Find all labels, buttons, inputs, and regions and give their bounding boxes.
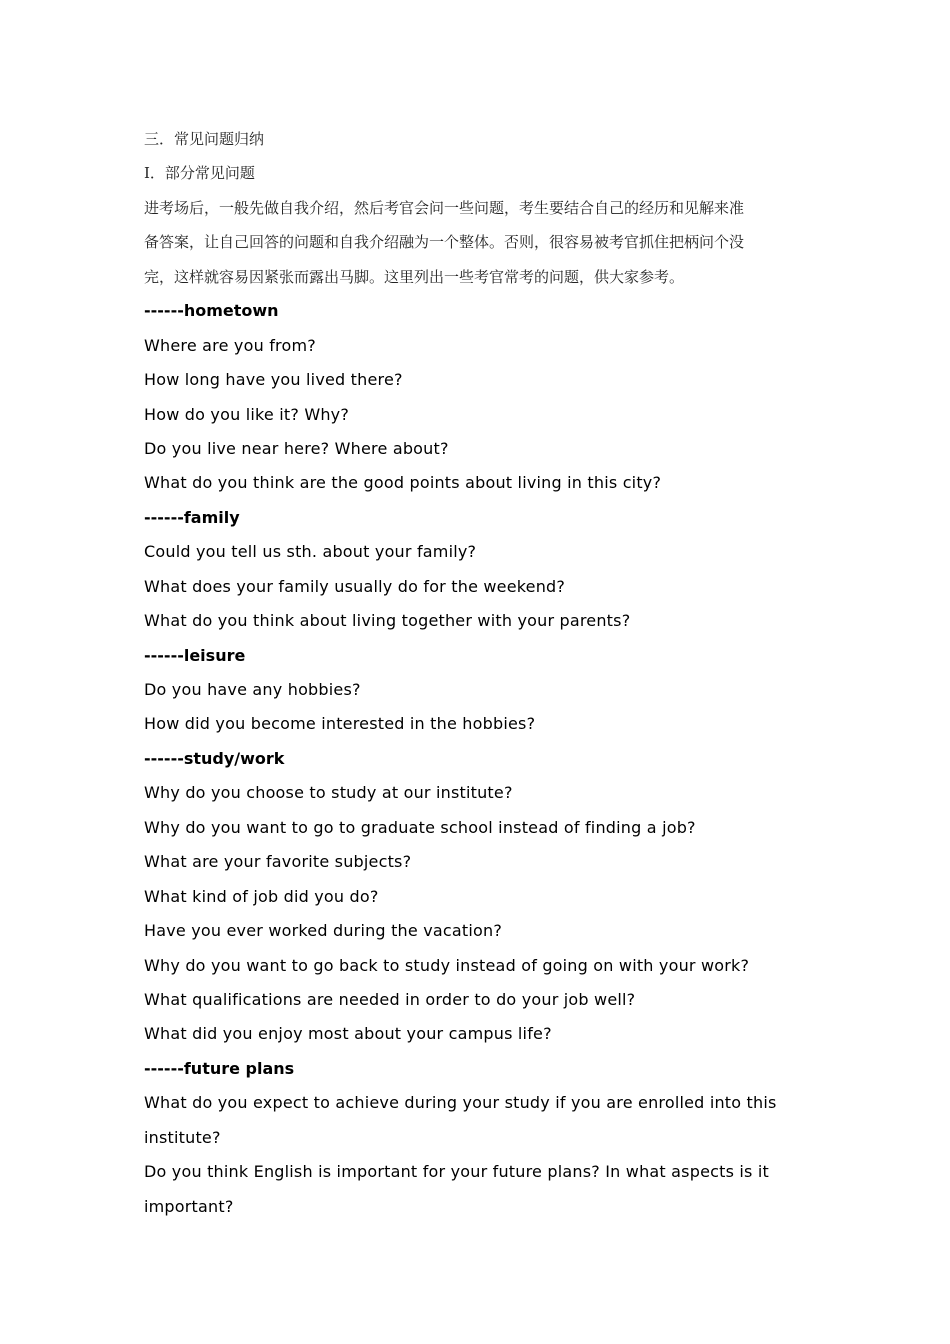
intro-line: 备答案，让自己回答的问题和自我介绍融为一个整体。否则，很容易被考官抓住把柄问个没 [144, 233, 745, 252]
intro-line: 完，这样就容易因紧张而露出马脚。这里列出一些考官常考的问题，供大家参考。 [144, 267, 685, 286]
group-heading-family: ------family [144, 507, 240, 527]
group-heading-hometown: ------hometown [144, 301, 279, 321]
question-item: Why do you choose to study at our institute? [144, 783, 513, 803]
question-item: What kind of job did you do? [144, 886, 379, 906]
section-title: 三．常见问题归纳 [144, 130, 265, 148]
subsection-title: Ⅰ．部分常见问题 [144, 164, 255, 183]
question-item: important? [144, 1196, 234, 1216]
question-item: Do you think English is important for your future plans? In what aspects is it [144, 1162, 769, 1182]
question-item: Where are you from? [144, 335, 316, 355]
group-heading-future-plans: ------future plans [144, 1058, 295, 1078]
question-item: Why do you want to go back to study instead of going on with your work? [144, 955, 750, 975]
question-item: institute? [144, 1127, 221, 1147]
question-item: Do you live near here? Where about? [144, 438, 449, 458]
question-item: Could you tell us sth. about your family? [144, 542, 477, 562]
document-page [144, 122, 814, 1224]
question-item: Do you have any hobbies? [144, 680, 361, 699]
question-item: What do you expect to achieve during your study if you are enrolled into this [144, 1093, 777, 1113]
question-item: Have you ever worked during the vacation? [144, 921, 503, 941]
question-item: What did you enjoy most about your campus life? [144, 1024, 552, 1044]
question-item: How long have you lived there? [144, 370, 403, 390]
question-item: What do you think about living together with your parents? [144, 611, 631, 631]
group-heading-study-work: ------study/work [144, 748, 285, 768]
group-heading-leisure: ------leisure [144, 645, 246, 665]
question-item: How do you like it? Why? [144, 404, 350, 424]
question-item: What qualifications are needed in order to do your job well? [144, 989, 636, 1009]
question-item: What does your family usually do for the weekend? [144, 576, 566, 596]
intro-line: 进考场后，一般先做自我介绍，然后考官会问一些问题，考生要结合自己的经历和见解来准 [144, 198, 745, 217]
question-item: Why do you want to go to graduate school instead of finding a job? [144, 817, 696, 837]
question-item: How did you become interested in the hobbies? [144, 714, 536, 734]
question-item: What are your favorite subjects? [144, 852, 412, 872]
question-item: What do you think are the good points about living in this city? [144, 473, 662, 493]
